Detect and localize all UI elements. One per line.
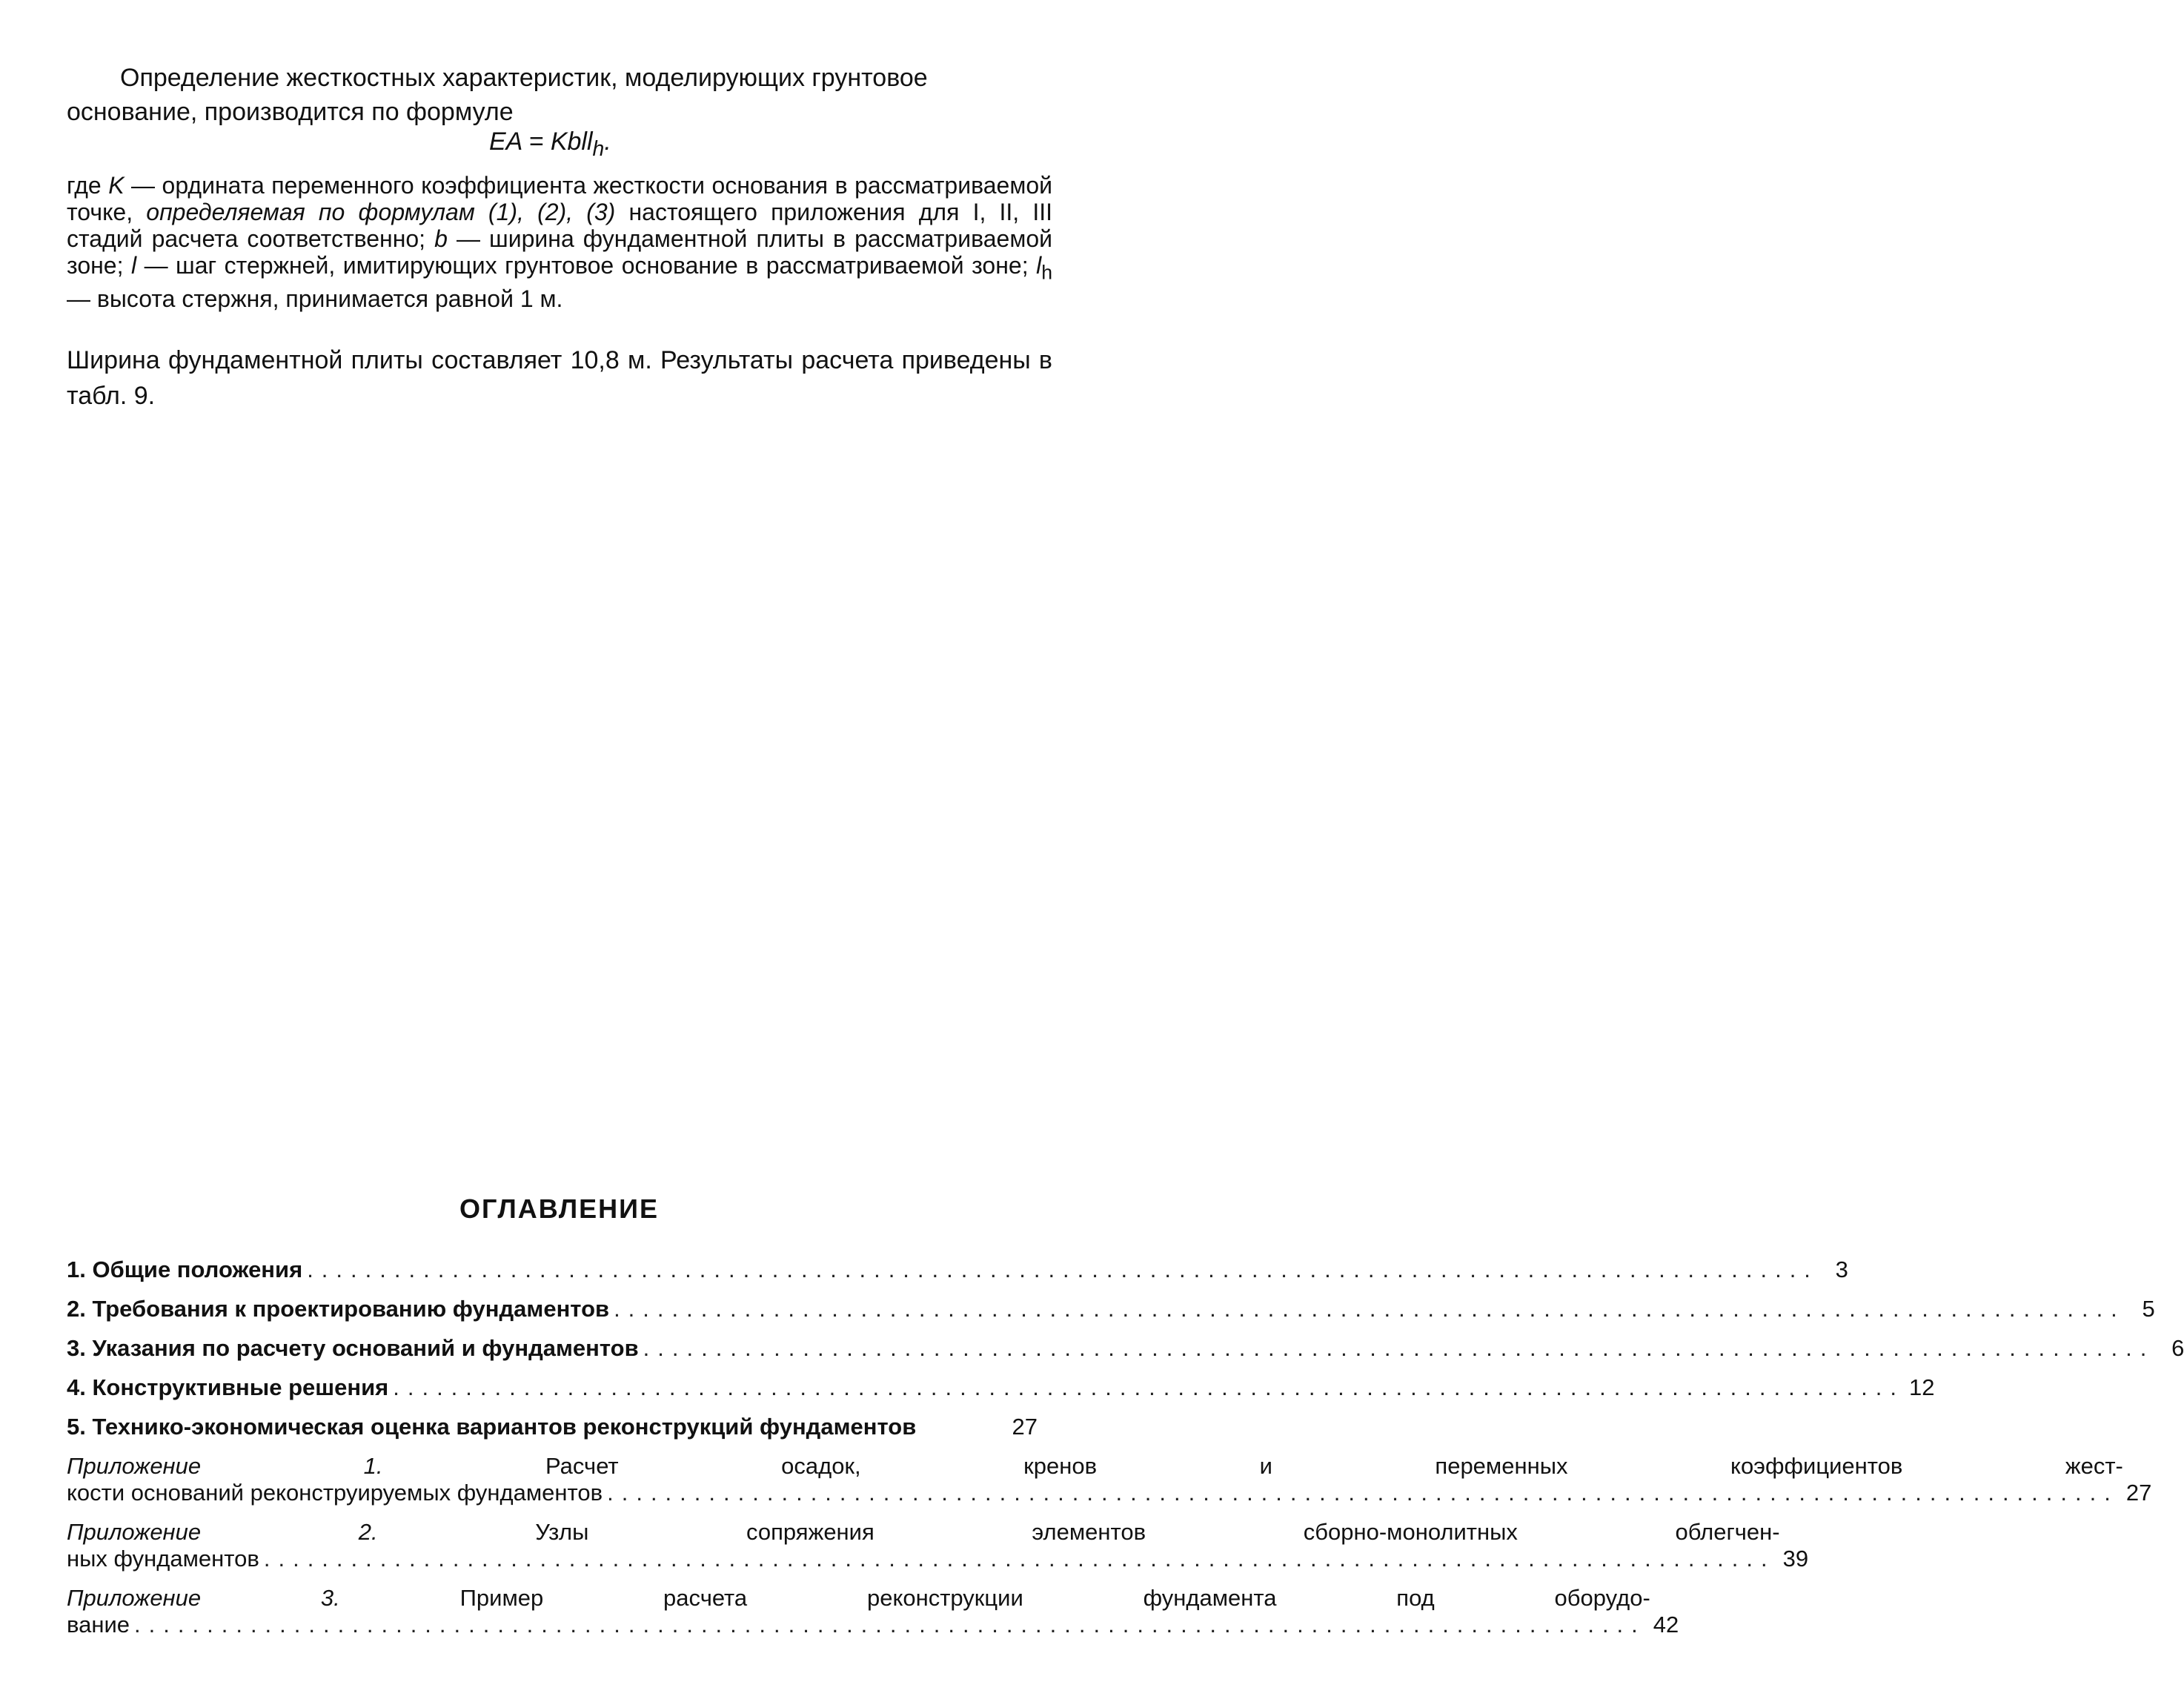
where-text-3: определяемая по формулам (1), (2), (3) <box>146 199 616 225</box>
formula-end: . <box>604 128 611 156</box>
where-paragraph <box>67 172 1052 312</box>
toc-item-title: 4. Конструктивные решения <box>67 1374 389 1400</box>
toc-item-title: 5. Технико-экономическая оценка вариантов реконструкций фундаментов <box>67 1414 917 1440</box>
symbol-b: b <box>434 225 448 252</box>
dot-leader: ........................................................................................................ <box>393 1374 1905 1400</box>
appendix-label: Приложение 2. <box>67 1519 378 1545</box>
appendix-title-line1: Узлы сопряжения элементов сборно-монолитных облегчен- <box>377 1519 1780 1545</box>
symbol-l: l <box>130 252 137 279</box>
appendix-title-line2: кости оснований реконструируемых фундаментов <box>67 1480 603 1506</box>
appendix-title-line1: Расчет осадок, кренов и переменных коэффициентов жест- <box>382 1453 2123 1479</box>
toc-item[interactable] <box>67 1414 1038 1440</box>
dot-leader: ........................................................................................................ <box>614 1296 2125 1322</box>
intro-text: Определение жесткостных характеристик, моделирующих грунтовое основание, производится по формуле <box>67 64 928 126</box>
toc-appendix-item[interactable] <box>67 1519 1809 1572</box>
symbol-K: K <box>108 172 125 199</box>
toc-item-title: 2. Требования к проектированию фундаментов <box>67 1296 610 1322</box>
toc-item-page: 27 <box>2125 1480 2152 1506</box>
toc-appendix-item[interactable] <box>67 1453 2152 1506</box>
toc-item[interactable] <box>67 1374 1935 1401</box>
dot-leader: ........................................................................................................ <box>263 1546 1776 1572</box>
appendix-label: Приложение 3. <box>67 1585 340 1611</box>
toc-item[interactable] <box>67 1296 2155 1322</box>
toc-item-page: 3 <box>1835 1256 1848 1282</box>
where-text-5: — ширина фундаментной плиты в рассматриваемой зоне; <box>67 225 1053 279</box>
table-of-contents <box>67 1256 2184 1651</box>
toc-appendix-item[interactable] <box>67 1585 1679 1638</box>
dot-leader: ........................................................................................................ <box>607 1480 2119 1506</box>
toc-title: ОГЛАВЛЕНИЕ <box>459 1193 660 1224</box>
toc-item-title: 3. Указания по расчету оснований и фундаментов <box>67 1335 639 1361</box>
dot-leader: ........................................................................................................ <box>643 1335 2155 1361</box>
appendix-title-line1: Пример расчета реконструкции фундамента под оборудо- <box>339 1585 1650 1611</box>
where-text-6: — шаг стержней, имитирующих грунтовое основание в рассматриваемой зоне; <box>136 252 1037 279</box>
toc-item-page: 42 <box>1653 1612 1679 1638</box>
formula <box>489 128 611 162</box>
formula-subscript: h <box>592 136 605 161</box>
appendix-title-line2: вание <box>67 1612 130 1638</box>
dot-leader: ........................................................................................................ <box>307 1256 1819 1282</box>
toc-item[interactable] <box>67 1256 1848 1283</box>
where-text-7: — высота стержня, принимается равной 1 м. <box>67 285 563 313</box>
symbol-lh-subscript: h <box>1041 261 1053 284</box>
appendix-label: Приложение 1. <box>67 1453 383 1479</box>
dot-leader: ........................................................................................................ <box>134 1612 1646 1638</box>
toc-item-page: 5 <box>2142 1296 2155 1322</box>
width-paragraph <box>67 342 1052 414</box>
symbol-lh: l <box>1036 252 1042 279</box>
intro-paragraph <box>67 61 1052 129</box>
where-text-2: — ордината переменного коэффициента жесткости основания в рассматриваемой точке, <box>67 172 1053 225</box>
toc-item-title: 1. Общие положения <box>67 1256 303 1282</box>
where-text-1: где <box>67 172 109 199</box>
toc-item-page: 12 <box>1908 1374 1935 1400</box>
toc-item-page: 6 <box>2171 1335 2184 1361</box>
formula-main: EA = Kbll <box>489 128 593 156</box>
appendix-title-line2: ных фундаментов <box>67 1546 259 1572</box>
toc-item-page: 39 <box>1782 1546 1809 1572</box>
where-text-4: настоящего приложения для I, II, III стадий расчета соответственно; <box>67 199 1053 252</box>
toc-item[interactable] <box>67 1335 2184 1362</box>
toc-item-page: 27 <box>1012 1414 1038 1440</box>
width-text: Ширина фундаментной плиты составляет 10,8 м. Результаты расчета приведены в табл. 9. <box>67 346 1052 410</box>
